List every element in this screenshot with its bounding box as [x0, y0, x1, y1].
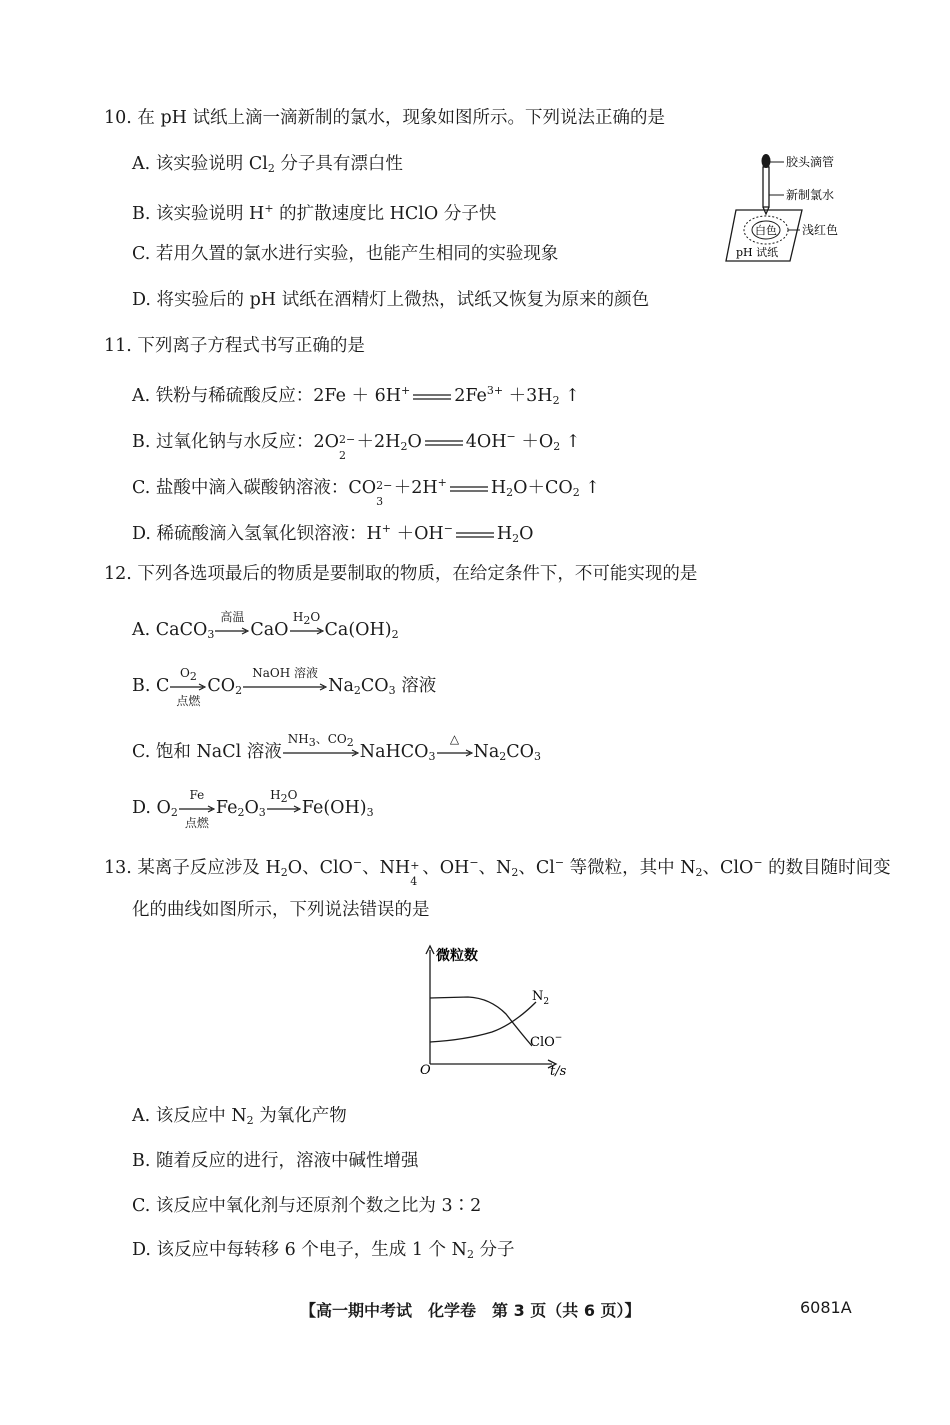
reaction-arrow: $H_2O$: [267, 805, 301, 813]
q10-option-d: D. 将实验后的 pH 试纸在酒精灯上微热，试纸又恢复为原来的颜色: [132, 290, 650, 310]
q12-option-b: B. C $O_2$ 点燃 $CO_2$ NaOH 溶液 $Na_2CO_3$ 溶液: [132, 665, 437, 708]
q12-option-c: C. 饱和 NaCl 溶液 $NH_3$、$CO_2$ NaHCO$_3$ △ $Na_2CO_3$: [132, 731, 541, 763]
q13-particle-count-graph: [410, 942, 570, 1080]
q10-ph-paper-figure: [722, 148, 857, 268]
origin-label: O: [420, 1063, 431, 1078]
equals-sign: [455, 530, 495, 540]
reaction-arrow: $NH_3$、$CO_2$: [283, 749, 359, 757]
q13-option-d: D. 该反应中每转移 6 个电子，生成 1 个 $N_2$ 分子: [132, 1240, 515, 1261]
q12-stem: 12. 下列各选项最后的物质是要制取的物质，在给定条件下，不可能实现的是: [104, 564, 698, 584]
n2-curve: [430, 1002, 536, 1042]
equals-sign: [412, 392, 452, 402]
equals-sign: [449, 484, 489, 494]
q11-option-b: B. 过氧化钠与水反应：2O 2− 2 $+2H_2O$ $4OH^- +O_2$ ↑: [132, 430, 581, 462]
q13-option-a: A. 该反应中 $N_2$ 为氧化产物: [132, 1106, 347, 1127]
reaction-arrow: △: [437, 749, 473, 757]
q11-stem: 11. 下列离子方程式书写正确的是: [104, 336, 365, 356]
reaction-arrow: NaOH 溶液: [243, 683, 327, 691]
dropper-label: 胶头滴管: [786, 155, 835, 169]
page-footer: 【高一期中考试 化学卷 第 3 页（共 6 页）】: [300, 1301, 641, 1320]
q10-option-b: B. 该实验说明 H+ 的扩散速度比 HClO 分子快: [132, 202, 497, 224]
exam-code: 6081A: [800, 1298, 852, 1317]
clo-minus-label: ClO−: [530, 1033, 563, 1050]
equals-sign: [424, 438, 464, 448]
clo-minus-curve: [430, 997, 532, 1046]
q10-option-c: C. 若用久置的氯水进行实验，也能产生相同的实验现象: [132, 244, 559, 264]
chlorine-water-label: 新制氯水: [786, 188, 835, 202]
reaction-arrow: 高温: [215, 627, 249, 635]
q13-stem-line1: 13. 某离子反应涉及 $H_2O$、ClO−、NH + 4 、OH−、$N_2$、Cl− 等微粒，其中 $N_2$、ClO− 的数目随时间变: [104, 856, 891, 888]
reaction-arrow: Fe 点燃: [179, 805, 215, 813]
q11-option-a: A. 铁粉与稀硫酸反应：2Fe ＋ 6H+ $2Fe^{3+} +3H_2$ ↑: [132, 384, 580, 407]
q13-option-c: C. 该反应中氧化剂与还原剂个数之比为 3∶2: [132, 1196, 482, 1216]
ph-paper-label: pH 试纸: [736, 246, 779, 259]
dropper-tube: [763, 167, 769, 207]
q12-option-d: D. $O_2$ Fe 点燃 $Fe_2O_3$ $H_2O$ $Fe(OH)_3$: [132, 787, 374, 830]
y-axis-label: 微粒数: [436, 948, 478, 964]
light-red-label: 浅红色: [802, 223, 839, 237]
n2-label: $N_2$: [532, 989, 550, 1007]
x-axis-label: t/s: [550, 1064, 567, 1079]
reaction-arrow: $O_2$ 点燃: [170, 683, 206, 691]
white-label: 白色: [755, 224, 777, 237]
q11-option-c: C. 盐酸中滴入碳酸钠溶液：CO 2− 3 ＋2H+ $H_2O+CO_2$ ↑: [132, 476, 600, 508]
q13-stem-line2: 化的曲线如图所示，下列说法错误的是: [132, 900, 430, 920]
dropper-bulb: [762, 154, 771, 168]
q11-option-d: D. 稀硫酸滴入氢氧化钡溶液：H+ ＋OH− $H_2O$: [132, 522, 534, 545]
reaction-arrow: $H_2O$: [290, 627, 324, 635]
q13-option-b: B. 随着反应的进行，溶液中碱性增强: [132, 1151, 419, 1171]
q10-stem: 10. 在 pH 试纸上滴一滴新制的氯水，现象如图所示。下列说法正确的是: [104, 108, 665, 128]
q10-option-a: A. 该实验说明 $Cl_2$ 分子具有漂白性: [132, 154, 403, 175]
q12-option-a: A. CaCO$_3$ 高温 CaO $H_2O$ $Ca(OH)_2$: [132, 609, 399, 641]
